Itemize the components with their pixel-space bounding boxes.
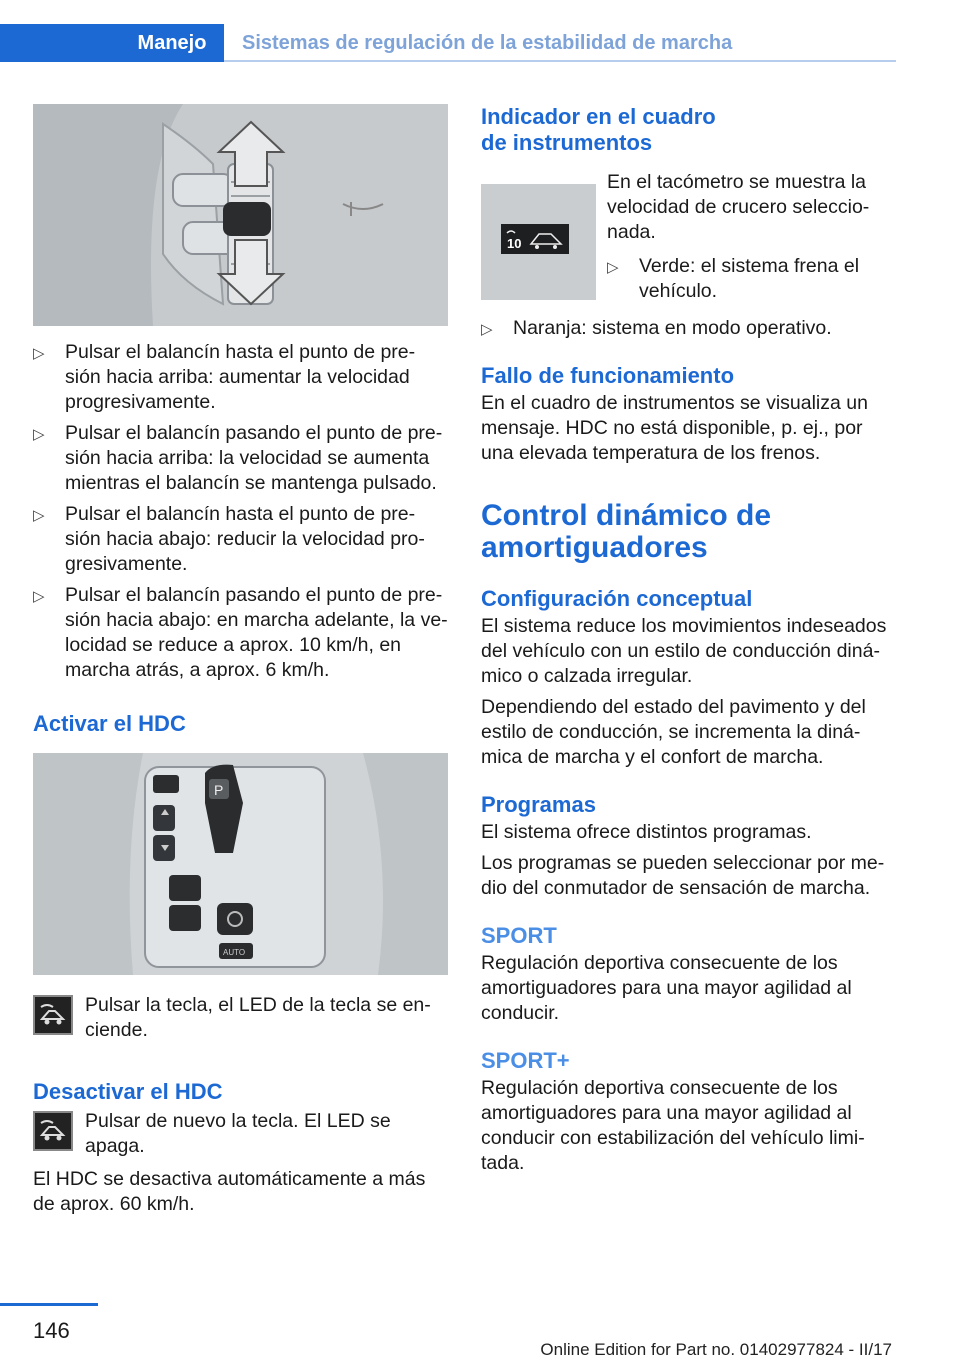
triangle-bullet-icon: ▷ — [481, 321, 493, 338]
triangle-bullet-icon: ▷ — [33, 507, 45, 524]
page-header — [0, 0, 960, 64]
concept-paragraph-1: El sistema reduce los movimientos indeseados del vehículo con un estilo de conducción diná‐mico o calzada irregular. — [481, 615, 887, 687]
steering-wheel-rocker-illustration — [33, 104, 448, 326]
deactivate-instruction — [33, 1109, 448, 1161]
fault-text: En el cuadro de instrumentos se visualiza un mensaje. HDC no está disponible, p. ej., por una elevada temperatura de los frenos. — [481, 392, 868, 464]
programs-paragraph-2: Los programas se pueden seleccionar por me‐dio del conmutador de sensación de marcha. — [481, 852, 885, 899]
header-rule — [224, 60, 896, 62]
indicator-text: En el tacómetro se muestra la velocidad de crucero seleccio‐nada. — [607, 171, 870, 243]
activate-instruction — [33, 995, 448, 1051]
triangle-bullet-icon: ▷ — [33, 426, 45, 443]
list-item: ▷ Pulsar el balancín hasta el punto de pre‐sión hacia abajo: reducir la velocidad pro‐gresivamente. — [33, 503, 425, 575]
activate-hdc-heading: Activar el HDC — [33, 711, 186, 736]
indicator-heading: Indicador en el cuadro de instrumentos — [481, 104, 716, 155]
deactivate-note: El HDC se desactiva automáticamente a más de aprox. 60 km/h. — [33, 1168, 426, 1215]
indicator-bullet-inner — [607, 254, 895, 310]
header-accent-bar — [0, 24, 120, 62]
gear-p-label: P — [214, 782, 224, 798]
concept-paragraph-2: Dependiendo del estado del pavimento y del estilo de conducción, se incrementa la diná‐mica de marcha y el confort de marcha. — [481, 696, 866, 768]
programs-heading: Programas — [481, 792, 596, 817]
activate-text: Pulsar la tecla, el LED de la tecla se en‐ciende. — [85, 994, 431, 1041]
hdc-button-icon — [33, 1111, 73, 1151]
sport-plus-heading: SPORT+ — [481, 1048, 570, 1073]
sport-text: Regulación deportiva consecuente de los amortiguadores para una mayor agilidad al conducir. — [481, 952, 852, 1024]
center-console-figure — [33, 753, 448, 975]
deactivate-text: Pulsar de nuevo la tecla. El LED se apaga. — [85, 1110, 391, 1157]
triangle-bullet-icon: ▷ — [33, 345, 45, 362]
list-item: ▷ Pulsar el balancín hasta el punto de pre‐sión hacia arriba: aumentar la velocidad progresivamente. — [33, 341, 416, 413]
instrument-cluster-figure — [481, 184, 596, 300]
auto-button-label: AUTO — [223, 948, 246, 957]
steering-wheel-rocker-figure — [33, 104, 448, 326]
list-item: ▷ Pulsar el balancín pasando el punto de pre‐sión hacia arriba: la velocidad se aumenta mientras el balancín se mantenga pulsado. — [33, 422, 443, 494]
cruise-speed-value: 10 — [507, 236, 522, 251]
cruise-speed-indicator-illustration — [481, 184, 596, 300]
indicator-block — [481, 170, 895, 304]
chapter-title: Sistemas de regulación de la estabilidad de marcha — [242, 32, 733, 54]
fault-heading: Fallo de funcionamiento — [481, 363, 735, 388]
center-console-illustration — [33, 753, 448, 975]
triangle-bullet-icon: ▷ — [607, 259, 619, 276]
sport-plus-text: Regulación deportiva consecuente de los amortiguadores para una mayor agilidad al conducir con estabilización del vehículo limi‐tada. — [481, 1077, 865, 1174]
edition-info: Online Edition for Part no. 01402977824 - II/17 — [540, 1340, 892, 1359]
sport-heading: SPORT — [481, 923, 557, 948]
list-item: ▷ Pulsar el balancín pasando el punto de pre‐sión hacia abajo: en marcha adelante, la ve‐locidad se reduce a aprox. 10 km/h, en marcha atrás, a aprox. 6 km/h. — [33, 584, 448, 681]
list-item: ▷ Verde: el sistema frena el vehículo. — [607, 255, 860, 302]
triangle-bullet-icon: ▷ — [33, 588, 45, 605]
section-tab: Manejo — [120, 24, 224, 62]
footer-rule — [0, 1303, 98, 1306]
dampers-heading: Control dinámico de amortiguadores — [481, 499, 772, 564]
list-item: ▷ Naranja: sistema en modo operativo. — [481, 316, 895, 341]
indicator-bullet-outer — [481, 316, 895, 341]
deactivate-hdc-heading: Desactivar el HDC — [33, 1079, 223, 1104]
right-column — [481, 104, 895, 1176]
left-column — [33, 104, 448, 1217]
rocker-bullet-list — [33, 340, 448, 683]
concept-heading: Configuración conceptual — [481, 586, 753, 611]
page-number: 146 — [33, 1318, 70, 1343]
hdc-button-icon — [33, 995, 73, 1035]
programs-paragraph-1: El sistema ofrece distintos programas. — [481, 821, 812, 843]
